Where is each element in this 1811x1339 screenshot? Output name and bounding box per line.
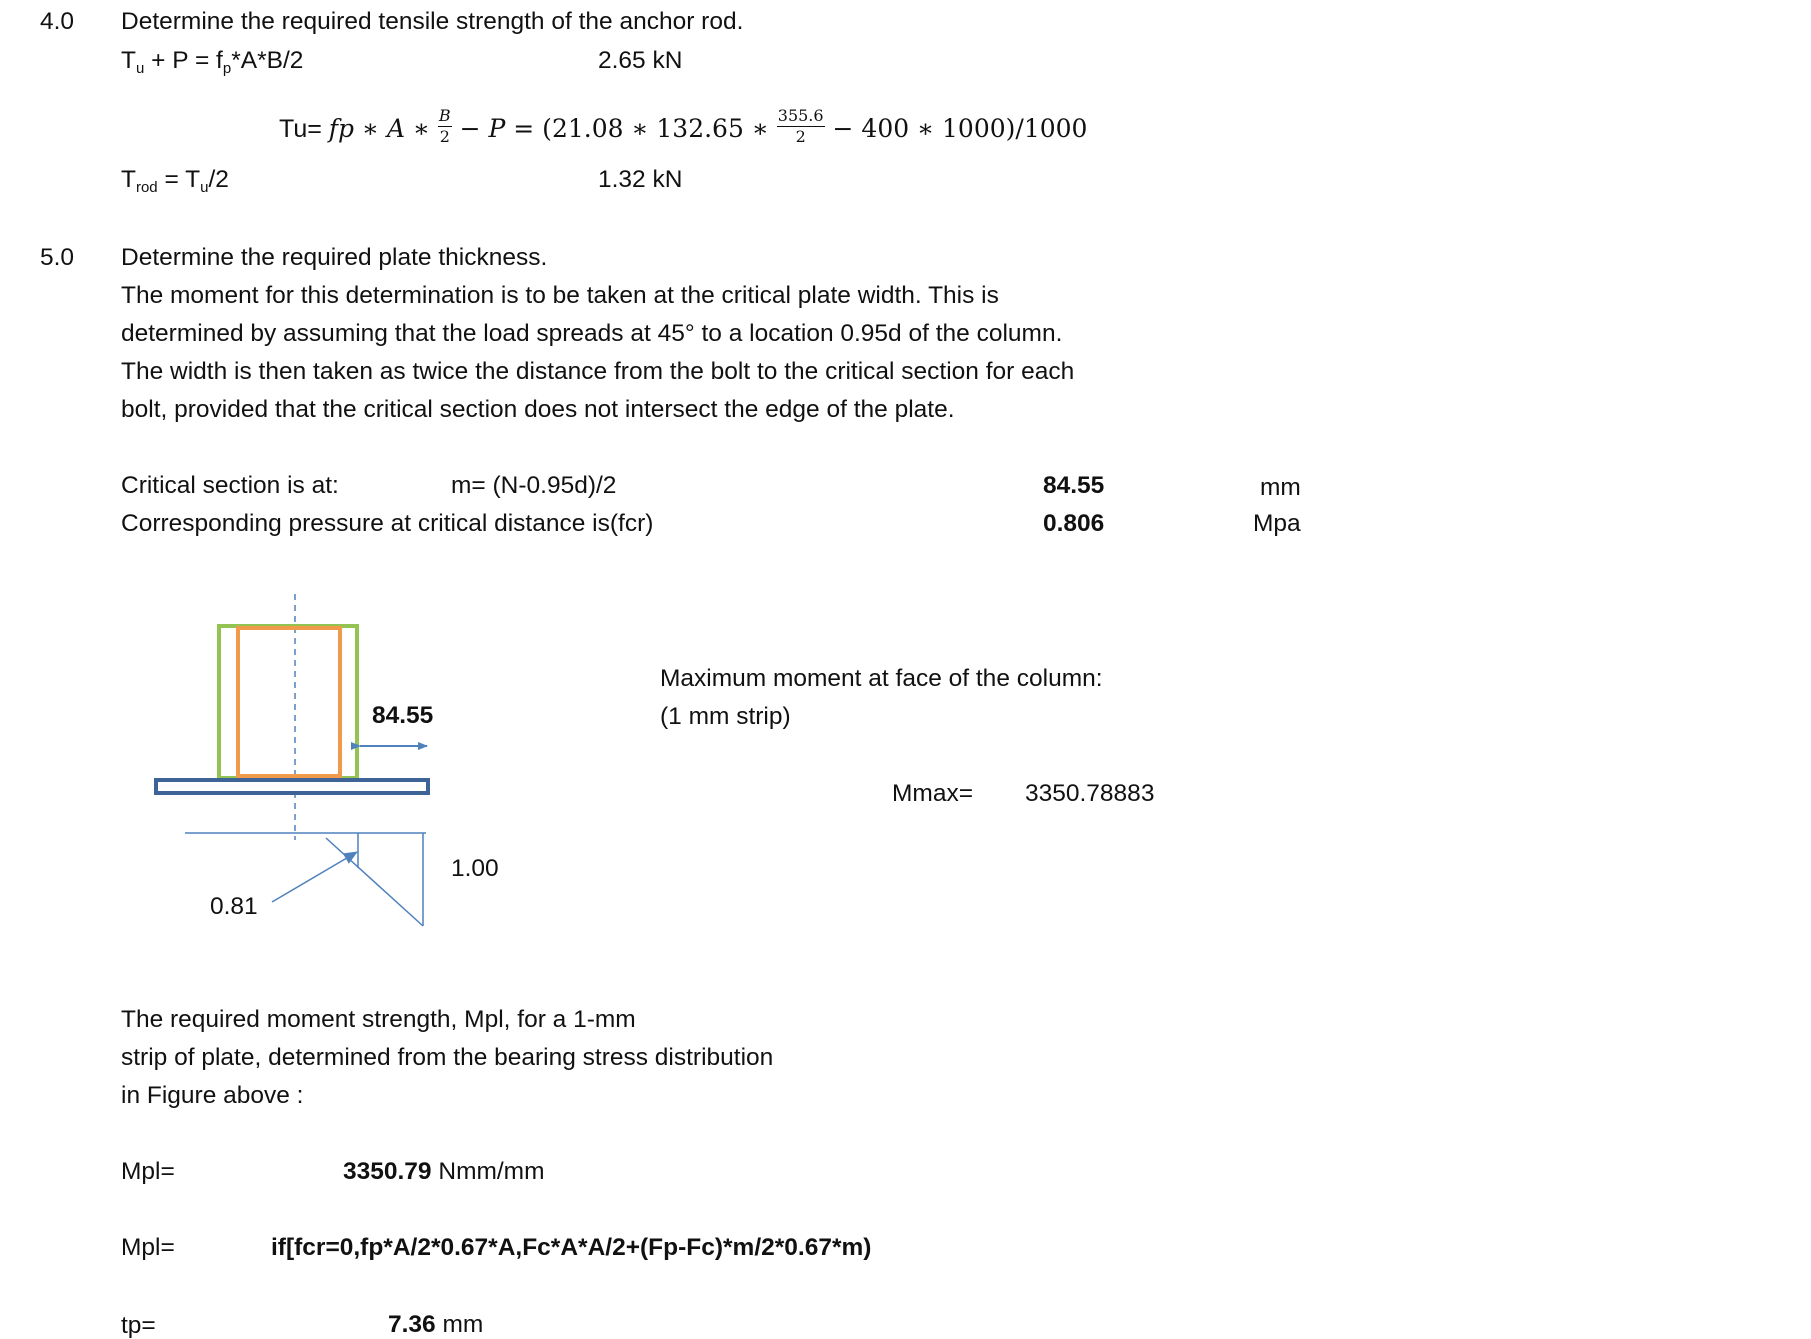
- fraction-denominator: 2: [439, 127, 450, 146]
- paragraph-line-1: The moment for this determination is to be taken at the critical plate width. This is: [121, 282, 999, 309]
- formula-prefix: Tu=: [279, 115, 329, 143]
- mpl-value: 3350.79: [343, 1158, 432, 1185]
- critical-dimension-label: 84.55: [372, 702, 434, 729]
- section-4-heading: Determine the required tensile strength of the anchor rod.: [121, 8, 744, 35]
- eq-subscript: u: [200, 179, 209, 196]
- column-inner-outline: [238, 628, 340, 776]
- fraction-numerator: B: [438, 106, 451, 125]
- required-line-2: strip of plate, determined from the bearing stress distribution: [121, 1044, 774, 1071]
- trod-value: 1.32 kN: [598, 166, 683, 193]
- mpl-formula: if[fcr=0,fp*A/2*0.67*A,Fc*A*A/2+(Fp-Fc)*m/2*0.67*m): [271, 1234, 872, 1261]
- eq-text: *A*B/2: [231, 47, 304, 74]
- mpl-label-1: Mpl=: [121, 1158, 175, 1185]
- tp-value: 7.36: [388, 1311, 436, 1338]
- required-line-3: in Figure above :: [121, 1082, 304, 1109]
- paragraph-line-2: determined by assuming that the load spreads at 45° to a location 0.95d of the column.: [121, 320, 1063, 347]
- fraction-numerator: 355.6: [777, 106, 824, 125]
- fcr-leader-arrow: [272, 852, 357, 902]
- mpl-label-2: Mpl=: [121, 1234, 175, 1261]
- formula-text: − 400 ∗ 1000)/1000: [824, 114, 1088, 143]
- eq-subscript: p: [222, 60, 232, 77]
- right-pressure-label: 1.00: [451, 855, 499, 882]
- tension-value: 2.65 kN: [598, 47, 683, 74]
- eq-text: + P = f: [144, 47, 223, 74]
- formula-op: ∗: [405, 114, 438, 143]
- formula-text: = (21.08 ∗ 132.65 ∗: [505, 114, 777, 143]
- eq-text: /2: [208, 166, 229, 193]
- moment-title: Maximum moment at face of the column:: [660, 665, 1103, 692]
- mpl-unit: Nmm/mm: [431, 1158, 545, 1185]
- section-number-5: 5.0: [40, 244, 75, 271]
- tp-unit: mm: [435, 1311, 484, 1338]
- section-number-4: 4.0: [40, 8, 75, 35]
- pressure-unit: Mpa: [1253, 510, 1301, 537]
- eq-subscript: u: [135, 60, 145, 77]
- critical-section-formula: m= (N-0.95d)/2: [451, 472, 617, 499]
- paragraph-line-4: bolt, provided that the critical section does not intersect the edge of the plate.: [121, 396, 955, 423]
- tp-label: tp=: [121, 1312, 156, 1339]
- eq-text: T: [121, 47, 136, 74]
- tp-value-row: [388, 1313, 483, 1338]
- left-pressure-label: 0.81: [210, 893, 258, 920]
- base-plate: [156, 780, 428, 793]
- eq-text: = T: [157, 166, 201, 193]
- fraction-denominator: 2: [795, 127, 806, 146]
- paragraph-line-3: The width is then taken as twice the distance from the bolt to the critical section for each: [121, 358, 1075, 385]
- formula-op: ∗: [354, 114, 387, 143]
- mpl-value-row: [343, 1160, 545, 1185]
- pressure-diagonal: [326, 838, 423, 926]
- required-line-1: The required moment strength, Mpl, for a 1-mm: [121, 1006, 636, 1033]
- formula-var: A: [386, 114, 406, 143]
- formula-op: −: [451, 114, 489, 143]
- eq-text: T: [121, 166, 136, 193]
- pressure-value: 0.806: [1043, 510, 1105, 537]
- moment-subtitle: (1 mm strip): [660, 703, 791, 730]
- formula-var: P: [488, 114, 506, 143]
- critical-section-unit: mm: [1260, 474, 1301, 501]
- section-5-heading: Determine the required plate thickness.: [121, 244, 548, 271]
- pressure-label: Corresponding pressure at critical distance is(fcr): [121, 510, 654, 537]
- critical-section-label: Critical section is at:: [121, 472, 339, 499]
- mmax-label: Mmax=: [892, 780, 974, 807]
- formula-var: fp: [328, 114, 355, 143]
- mmax-value: 3350.78883: [1025, 780, 1155, 807]
- critical-section-value: 84.55: [1043, 472, 1105, 499]
- eq-subscript: rod: [135, 179, 158, 196]
